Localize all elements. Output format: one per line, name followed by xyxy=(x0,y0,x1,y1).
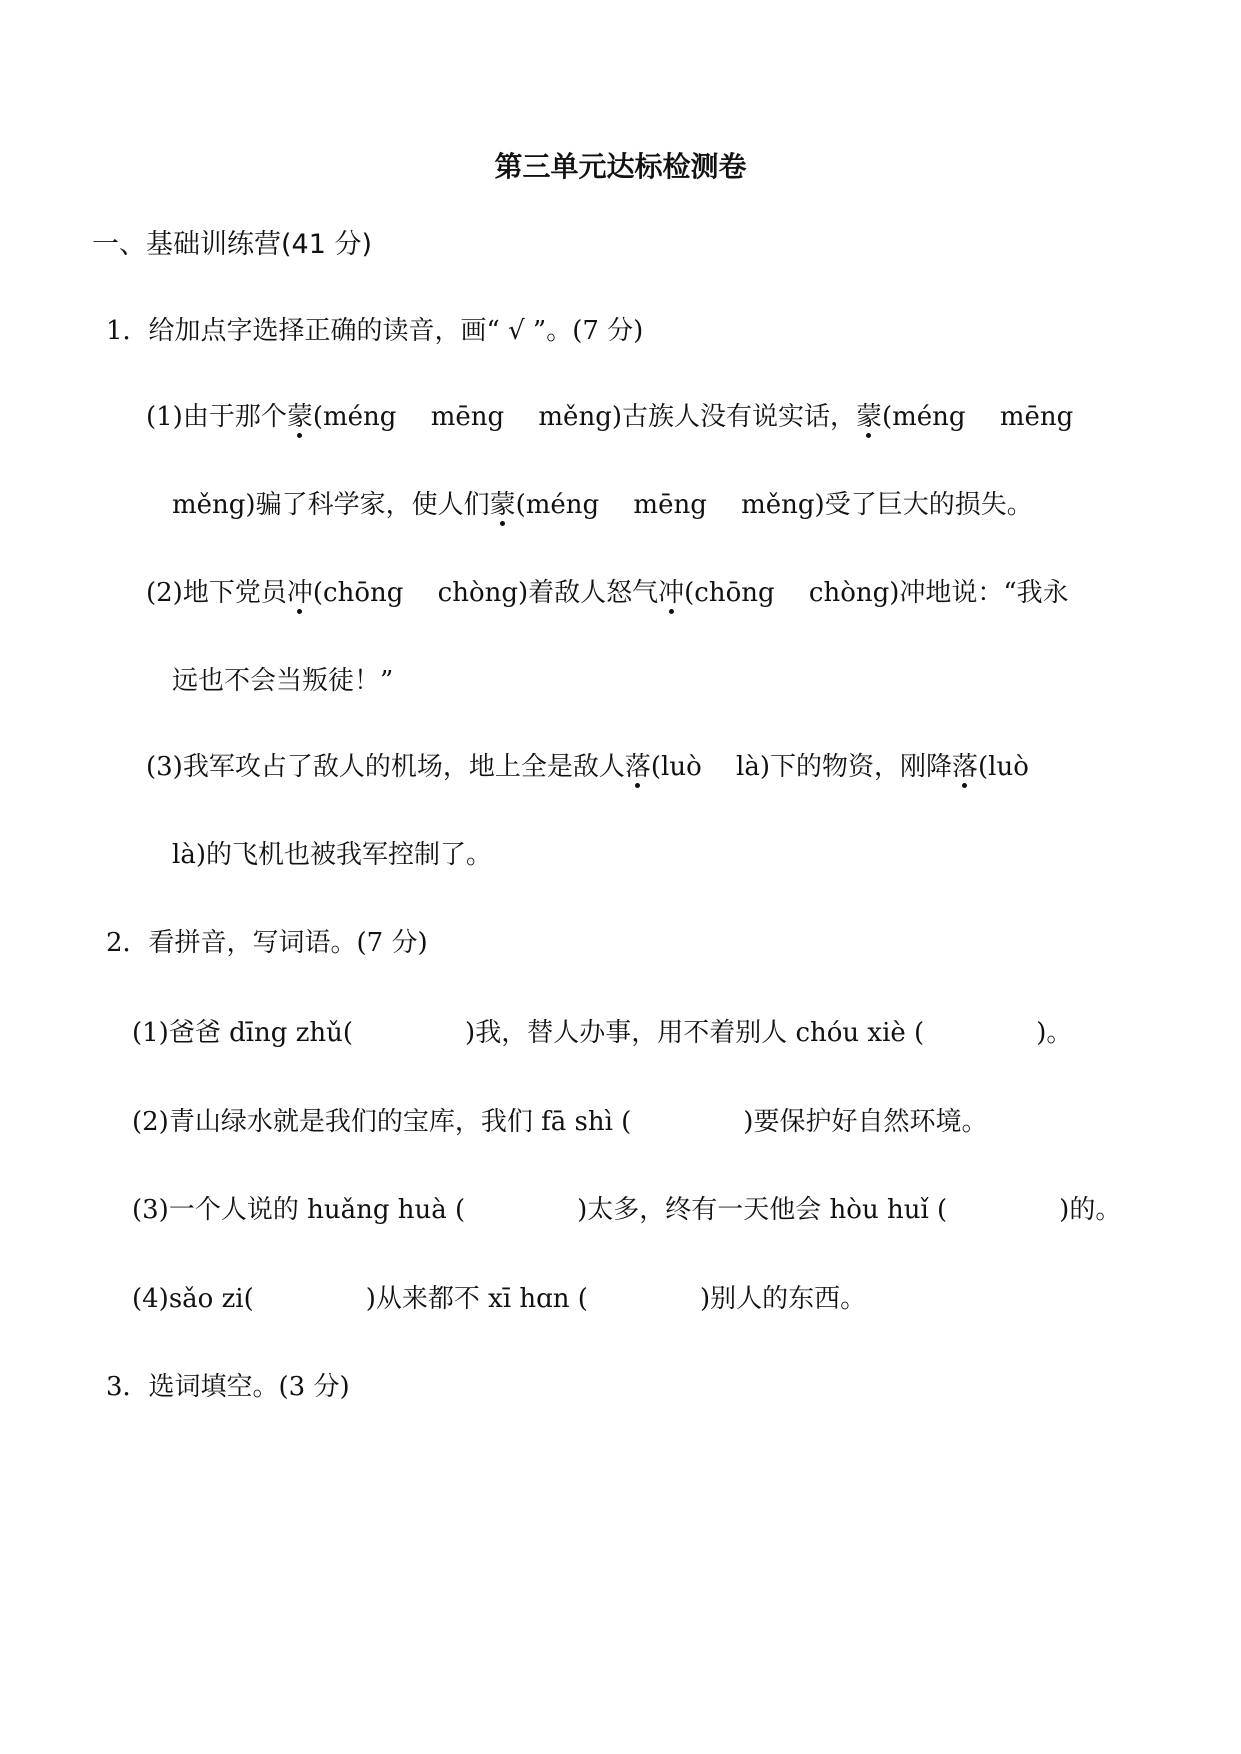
q1-item-3-dotted-char-2: 落 xyxy=(951,752,978,782)
q1-item-1-line-1 xyxy=(146,400,1073,434)
q1-item-3-line-2: là)的飞机也被我军控制了。 xyxy=(172,840,492,870)
q1-item-1-options-1: (méng mēng měng)古族人没有说实话， xyxy=(312,402,856,432)
q1-item-1-dotted-char-1: 蒙 xyxy=(286,402,313,432)
q1-item-2-options-2: (chōng chòng)冲地说：“我永 xyxy=(684,578,1069,608)
q2-item-1 xyxy=(132,1016,1072,1050)
q1-item-3-dotted-char-1: 落 xyxy=(624,752,651,782)
q1-item-3-line-1 xyxy=(146,750,1029,784)
q1-item-3-text-a: 我军攻占了敌人的机场，地上全是敌人 xyxy=(182,752,625,782)
q2-item-4-text-c: )别人的东西。 xyxy=(699,1284,867,1314)
section-heading-basic-training: 一、基础训练营(41 分) xyxy=(92,229,373,260)
q1-item-1-line-2 xyxy=(172,488,1033,522)
q1-item-2-line-2: 远也不会当叛徒！” xyxy=(172,666,394,696)
q2-item-1-text-c: )。 xyxy=(1036,1018,1073,1048)
q2-item-4-text-b: )从来都不 xī hɑn ( xyxy=(365,1284,588,1314)
q1-item-3-options-2: (luò xyxy=(977,752,1029,782)
q2-item-3-text-c: )的。 xyxy=(1059,1195,1122,1225)
q1-item-2-dotted-char-2: 冲 xyxy=(658,578,685,608)
q2-item-4-text-a: (4)sǎo zi( xyxy=(132,1284,254,1314)
q2-item-3-text-b: )太多，终有一天他会 hòu huǐ ( xyxy=(577,1195,948,1225)
q1-item-1-text-a: 由于那个 xyxy=(182,402,287,432)
q2-item-2 xyxy=(132,1105,987,1139)
q1-item-2-dotted-char-1: 冲 xyxy=(286,578,313,608)
q2-item-2-text-b: )要保护好自然环境。 xyxy=(743,1107,988,1137)
q1-item-3-label: (3) xyxy=(146,752,183,782)
q2-item-1-text-b: )我，替人办事，用不着别人 chóu xiè ( xyxy=(465,1018,925,1048)
question-2-heading: 2．看拼音，写词语。(7 分) xyxy=(106,928,428,958)
q1-item-2-label: (2) xyxy=(146,578,183,608)
q1-item-1-options-2: (méng mēng xyxy=(882,402,1074,432)
q1-item-1-label: (1) xyxy=(146,402,183,432)
q1-item-3-options-1: (luò là)下的物资，刚降 xyxy=(650,752,952,782)
question-3-heading: 3．选词填空。(3 分) xyxy=(106,1372,350,1402)
q1-item-2-line-1 xyxy=(146,576,1069,610)
q2-item-1-text-a: (1)爸爸 dīng zhǔ( xyxy=(132,1018,354,1048)
q1-item-1-dotted-char-2: 蒙 xyxy=(855,402,882,432)
question-1-heading: 1．给加点字选择正确的读音，画“ √ ”。(7 分) xyxy=(106,316,644,346)
page-title: 第三单元达标检测卷 xyxy=(494,150,747,183)
q1-item-1-text-b: měng)骗了科学家，使人们 xyxy=(172,490,490,520)
q2-item-3-text-a: (3)一个人说的 huǎng huà ( xyxy=(132,1195,466,1225)
q2-item-2-text-a: (2)青山绿水就是我们的宝库，我们 fā shì ( xyxy=(132,1107,632,1137)
q1-item-2-options-1: (chōng chòng)着敌人怒气 xyxy=(312,578,659,608)
q2-item-3 xyxy=(132,1193,1121,1227)
q1-item-1-options-3: (méng mēng měng)受了巨大的损失。 xyxy=(515,490,1033,520)
q1-item-1-dotted-char-3: 蒙 xyxy=(489,490,516,520)
q2-item-4 xyxy=(132,1282,866,1316)
q1-item-2-text-a: 地下党员 xyxy=(182,578,287,608)
